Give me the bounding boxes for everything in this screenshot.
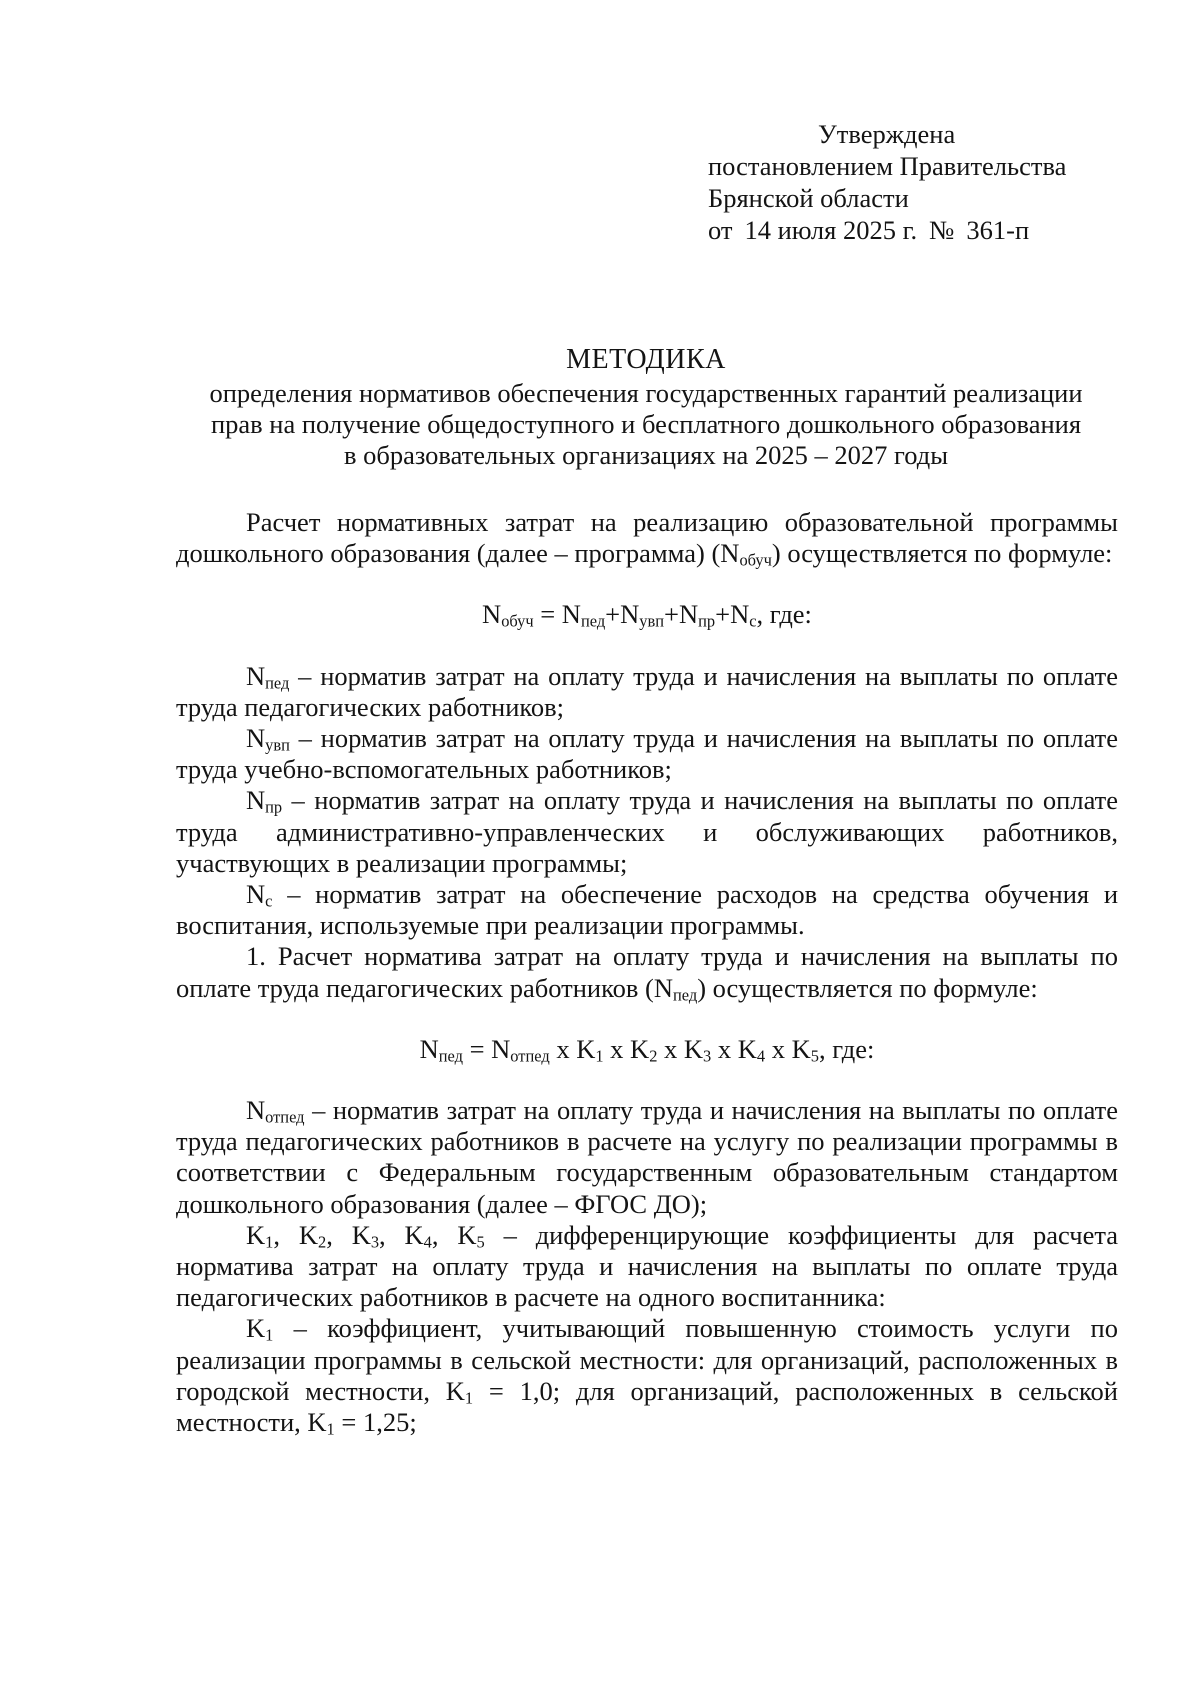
approval-line-3: Брянской области xyxy=(708,183,909,213)
formula-ped: $N_{пед} = N_{отпед}$ x $K_1$ x $K_2$ x $K_3$ x $K_4$ x $K_5$, где: xyxy=(419,1033,875,1066)
approval-date: 14 июля 2025 г. xyxy=(744,215,918,245)
approval-number-sign: № xyxy=(929,215,955,245)
definition-ped: $N_{пед}$ – норматив затрат на оплату труда и начисления на выплаты по оплате труда педагогических работников; xyxy=(176,660,1119,722)
definition-otped: $N_{отпед}$ – норматив затрат на оплату труда и начисления на выплаты по оплате труда педагогических работников в расчете на услугу по реализации программы в соответствии с Федеральным государственным образовательным стандартом дошкольного образования (далее – ФГОС ДО); xyxy=(176,1095,1118,1219)
definition-uvp: $N_{увп}$ – норматив затрат на оплату труда и начисления на выплаты по оплате труда учебно-вспомогательных работников; xyxy=(176,723,1118,785)
title-line-2: прав на получение общедоступного и бесплатного дошкольного образования xyxy=(210,409,1082,439)
title-line-1: определения нормативов обеспечения государственных гарантий реализации xyxy=(209,378,1083,408)
item-1-paragraph: 1. Расчет норматива затрат на оплату труда и начисления на выплаты по оплате труда педагогических работников $(N_{пед})$ осуществляется по формуле: xyxy=(176,941,1118,1004)
definition-pr: $N_{пр}$ – норматив затрат на оплату труда и начисления на выплаты по оплате труда административно-управленческих и обслуживающих работников, участвующих в реализации программы; xyxy=(176,785,1119,878)
document-body xyxy=(176,507,1118,1438)
definition-k-list: $K_1$, $K_2$, $K_3$, $K_4$, $K_5$ – дифференцирующие коэффициенты для расчета норматива затрат на оплату труда и начисления на выплаты по оплате труда педагогических работников в расчете на одного воспитанника: xyxy=(176,1219,1119,1313)
definition-c: $N_с$ – норматив затрат на обеспечение расходов на средства обучения и воспитания, используемые при реализации программы. xyxy=(176,879,1119,941)
k-list: $K_1$, $K_2$, $K_3$, $K_4$, $K_5$ xyxy=(246,1219,485,1252)
approval-date-line xyxy=(708,214,1066,246)
formula-total: $N_{обуч} = N_{пед}+N_{увп}+N_{пр}+N_с$, где: xyxy=(482,599,812,631)
title-heading: МЕТОДИКА xyxy=(566,344,726,375)
document-title xyxy=(176,344,1116,471)
approval-line-2: постановлением Правительства xyxy=(708,151,1067,181)
definition-k1: $K_1$ – коэффициент, учитывающий повышенную стоимость услуги по реализации программы в сельской местности: для организаций, расположенных в городской местности, $K_1 = 1,0$; для организаций, расположенных в сельской местности, $K_1 = 1,25$; xyxy=(176,1313,1118,1439)
approval-number: 361-п xyxy=(966,215,1030,245)
approval-block xyxy=(708,118,1066,246)
approval-date-prefix: от xyxy=(708,215,733,245)
title-line-3: в образовательных организациях на 2025 – 2027 годы xyxy=(343,440,949,470)
intro-paragraph: Расчет нормативных затрат на реализацию образовательной программы дошкольного образования (далее – программа) $(N_{обуч})$ осуществляется по формуле: xyxy=(176,507,1118,570)
approval-line-1: Утверждена xyxy=(818,119,956,149)
